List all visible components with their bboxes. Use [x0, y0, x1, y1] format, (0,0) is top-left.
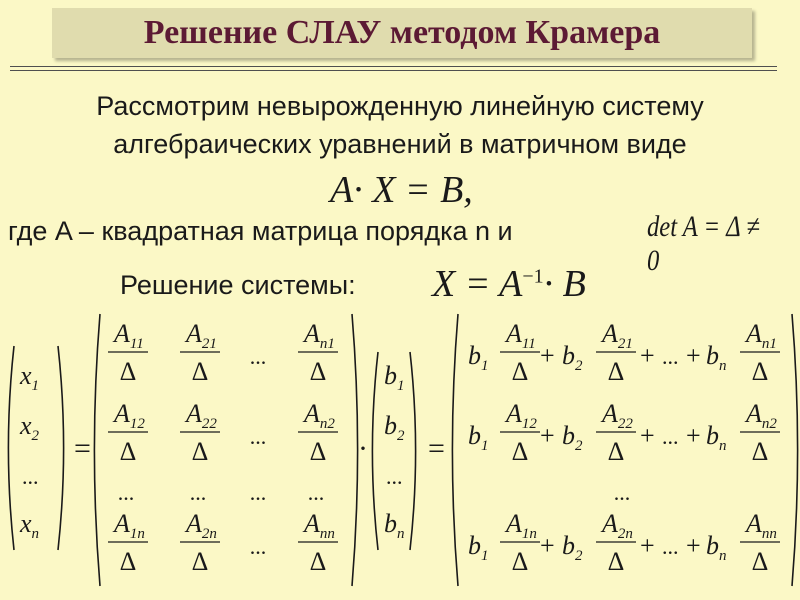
- b-vector-entry: $b_1$: [384, 361, 405, 394]
- cofactor-matrix-ellipsis: ...: [189, 480, 207, 505]
- cofactor-cell-n2-denominator: Δ: [309, 437, 327, 466]
- result-term-2-21-numerator: $A_{21}$: [602, 319, 633, 352]
- cofactor-matrix-ellipsis: ...: [117, 480, 135, 505]
- result-plus: +: [640, 531, 655, 560]
- result-term-2-21-denominator: Δ: [607, 357, 625, 386]
- result-term-2-2n-denominator: Δ: [607, 547, 625, 576]
- slide-title: Решение СЛАУ методом Крамера: [143, 14, 661, 51]
- result-term-n-n2-denominator: Δ: [751, 437, 769, 466]
- cofactor-cell-12-numerator: $A_{12}$: [114, 399, 145, 432]
- b-vector-left-paren: [372, 352, 378, 550]
- result-plus: +: [686, 531, 701, 560]
- cofactor-cell-12-denominator: Δ: [119, 437, 137, 466]
- result-plus: +: [540, 341, 555, 370]
- cofactor-cell-n2-numerator: $A_{n2}$: [304, 399, 335, 432]
- x-vector-ellipsis: ...: [22, 464, 39, 489]
- cofactor-matrix-ellipsis: ...: [249, 344, 267, 369]
- result-term-n-n1-denominator: Δ: [751, 357, 769, 386]
- result-b2: $b_2$: [562, 341, 583, 374]
- cofactor-matrix-right-paren: [352, 314, 358, 586]
- x-vector-right-paren: [58, 346, 64, 550]
- cofactor-matrix-ellipsis: ...: [249, 534, 267, 559]
- determinant-condition: det A = Δ ≠ 0: [647, 210, 760, 277]
- x-vector-entry: $x_2$: [20, 411, 40, 444]
- cofactor-cell-22-numerator: $A_{22}$: [186, 399, 217, 432]
- result-b2: $b_2$: [562, 421, 583, 454]
- inverse-exponent: −1: [522, 265, 544, 288]
- solution-label: Решение системы:: [120, 270, 356, 300]
- result-term-1-1n-denominator: Δ: [511, 547, 529, 576]
- cofactor-cell-21-denominator: Δ: [191, 357, 209, 386]
- b-vector-ellipsis: ...: [386, 464, 403, 489]
- cofactor-cell-11-denominator: Δ: [119, 357, 137, 386]
- b-vector-entry: $b_2$: [384, 411, 405, 444]
- result-plus: +: [540, 421, 555, 450]
- x-vector-entry: $x_n$: [20, 509, 40, 542]
- equals-sign-2: =: [428, 432, 445, 465]
- solution-rhs: · B: [543, 263, 586, 305]
- result-plus: +: [686, 421, 701, 450]
- result-bn: $b_n$: [706, 531, 727, 564]
- matrix-equation: A· X = B,: [330, 169, 473, 211]
- result-plus: +: [540, 531, 555, 560]
- result-term-1-11-denominator: Δ: [511, 357, 529, 386]
- result-bn: $b_n$: [706, 341, 727, 374]
- result-term-n-nn-numerator: $A_{nn}$: [746, 509, 777, 542]
- b-vector-right-paren: [410, 352, 416, 550]
- cofactor-cell-nn-numerator: $A_{nn}$: [304, 509, 335, 542]
- result-b1: $b_1$: [468, 421, 489, 454]
- multiply-dot: ·: [358, 432, 368, 465]
- cofactor-cell-22-denominator: Δ: [191, 437, 209, 466]
- result-plus: +: [640, 341, 655, 370]
- cofactor-matrix-ellipsis: ...: [307, 480, 325, 505]
- result-b1: $b_1$: [468, 341, 489, 374]
- cofactor-cell-2n-denominator: Δ: [191, 547, 209, 576]
- result-right-paren: [792, 314, 798, 586]
- result-term-2-2n-numerator: $A_{2n}$: [602, 509, 633, 542]
- result-term-n-n1-numerator: $A_{n1}$: [746, 319, 777, 352]
- intro-line-1: Рассмотрим невырожденную линейную систему: [96, 91, 704, 121]
- result-b2: $b_2$: [562, 531, 583, 564]
- solution-lhs: X = A: [432, 263, 523, 305]
- result-plus: +: [640, 421, 655, 450]
- result-term-1-11-numerator: $A_{11}$: [506, 319, 536, 352]
- cofactor-matrix-left-paren: [94, 314, 100, 586]
- result-term-1-12-denominator: Δ: [511, 437, 529, 466]
- cofactor-cell-1n-numerator: $A_{1n}$: [114, 509, 145, 542]
- cofactor-matrix-ellipsis: ...: [249, 424, 267, 449]
- cofactor-matrix-ellipsis: ...: [249, 480, 267, 505]
- result-b1: $b_1$: [468, 531, 489, 564]
- result-bn: $b_n$: [706, 421, 727, 454]
- cofactor-cell-2n-numerator: $A_{2n}$: [186, 509, 217, 542]
- result-ellipsis: ...: [662, 424, 679, 449]
- x-vector-entry: $x_1$: [20, 361, 40, 394]
- x-vector-left-paren: [8, 346, 14, 550]
- intro-line-2: алгебраических уравнений в матричном виде: [113, 129, 687, 159]
- cofactor-cell-1n-denominator: Δ: [119, 547, 137, 576]
- result-term-1-1n-numerator: $A_{1n}$: [506, 509, 537, 542]
- cofactor-cell-nn-denominator: Δ: [309, 547, 327, 576]
- cofactor-cell-n1-denominator: Δ: [309, 357, 327, 386]
- result-term-2-22-numerator: $A_{22}$: [602, 399, 633, 432]
- cofactor-cell-21-numerator: $A_{21}$: [186, 319, 217, 352]
- result-ellipsis: ...: [662, 534, 679, 559]
- result-term-n-n2-numerator: $A_{n2}$: [746, 399, 777, 432]
- result-term-1-12-numerator: $A_{12}$: [506, 399, 537, 432]
- result-left-paren: [452, 314, 458, 586]
- result-term-n-nn-denominator: Δ: [751, 547, 769, 576]
- where-text: где A – квадратная матрица порядка n и: [8, 216, 513, 246]
- result-ellipsis: ...: [662, 344, 679, 369]
- result-plus: +: [686, 341, 701, 370]
- cofactor-cell-11-numerator: $A_{11}$: [114, 319, 144, 352]
- cofactor-cell-n1-numerator: $A_{n1}$: [304, 319, 335, 352]
- result-ellipsis: ...: [613, 480, 631, 505]
- equals-sign-1: =: [74, 432, 91, 465]
- result-term-2-22-denominator: Δ: [607, 437, 625, 466]
- b-vector-entry: $b_n$: [384, 509, 405, 542]
